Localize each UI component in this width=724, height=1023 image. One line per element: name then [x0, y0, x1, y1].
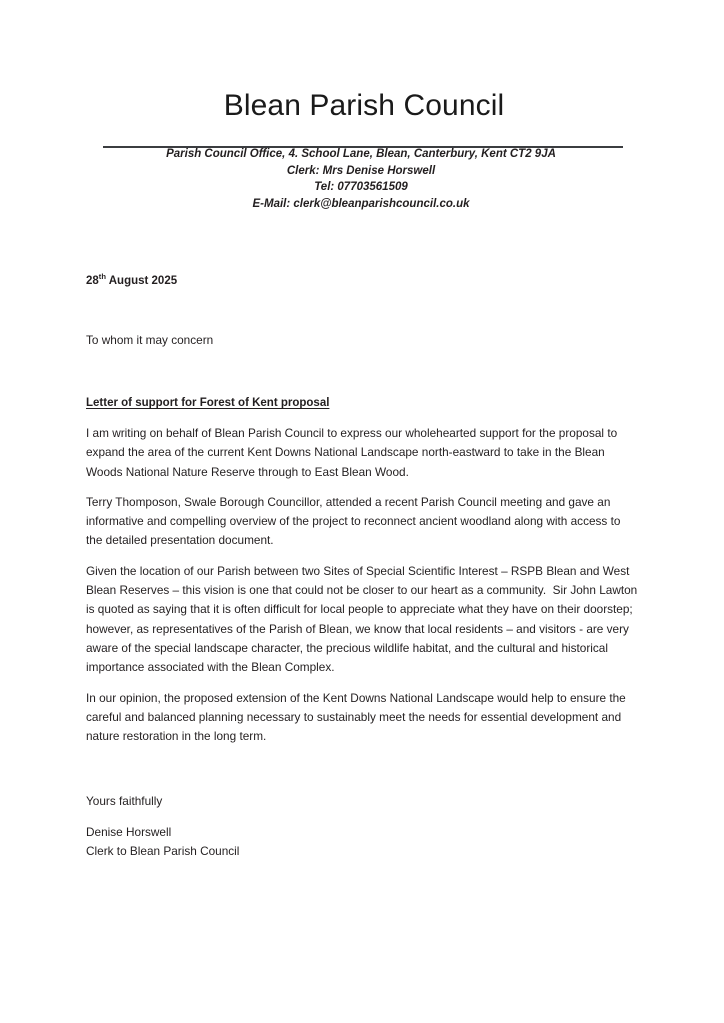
contact-block: [0, 146, 724, 212]
letter-body: [86, 272, 641, 861]
contact-line-clerk: Clerk: Mrs Denise Horswell: [286, 164, 436, 177]
contact-line-address: Parish Council Office, 4. School Lane, Blean, Canterbury, Kent CT2 9JA: [166, 148, 556, 160]
signoff-name: Denise Horswell: [86, 824, 172, 839]
letterhead: [0, 88, 724, 212]
subject-heading: [86, 350, 638, 413]
body-paragraph: Given the location of our Parish between two Sites of Special Scientific Interest – RSPB Blean and West Blean Reserves – this vision is one that could not be closer to our heart as a community. Sir John Lawton is quoted as saying that it is often difficult for local people to appreciate what they have on their doorstep; however, as representatives of the Parish of Blean, we know that local residents – and visitors - are very aware of the special landscape character, the precious wildlife habitat, and the cultural and historical importance associated with the Blean Complex.: [86, 563, 641, 675]
signoff-greeting: Yours faithfully: [86, 794, 163, 809]
body-paragraph: In our opinion, the proposed extension of the Kent Downs National Landscape would help to ensure the careful and balanced planning necessary to sustainably meet the needs for essential development and nature restoration in the long term.: [86, 690, 630, 744]
salutation: To whom it may concern: [86, 333, 214, 347]
contact-line-telephone: Tel: 07703561509: [314, 181, 408, 193]
organisation-title: Blean Parish Council: [223, 89, 505, 122]
subject-heading-text: Letter of support for Forest of Kent proposal: [86, 397, 330, 409]
date-day: 28: [86, 275, 99, 287]
contact-line-email: E-Mail: clerk@bleanparishcouncil.co.uk: [252, 197, 470, 210]
letter-date: [86, 272, 638, 291]
signoff-role: Clerk to Blean Parish Council: [86, 844, 240, 859]
date-ordinal-suffix: th: [98, 272, 106, 282]
date-month-year: August 2025: [105, 275, 178, 287]
body-paragraph: Terry Thomposon, Swale Borough Councillor, attended a recent Parish Council meeting and gave an informative and compelling overview of the project to reconnect ancient woodland along with access to the detailed presentation document.: [86, 494, 624, 548]
letterhead-divider: [103, 146, 623, 148]
body-paragraph: I am writing on behalf of Blean Parish Council to express our wholehearted support for the proposal to expand the area of the current Kent Downs National Landscape north-eastward to take in the Blean Woods National Nature Reserve through to East Blean Wood.: [86, 426, 621, 479]
